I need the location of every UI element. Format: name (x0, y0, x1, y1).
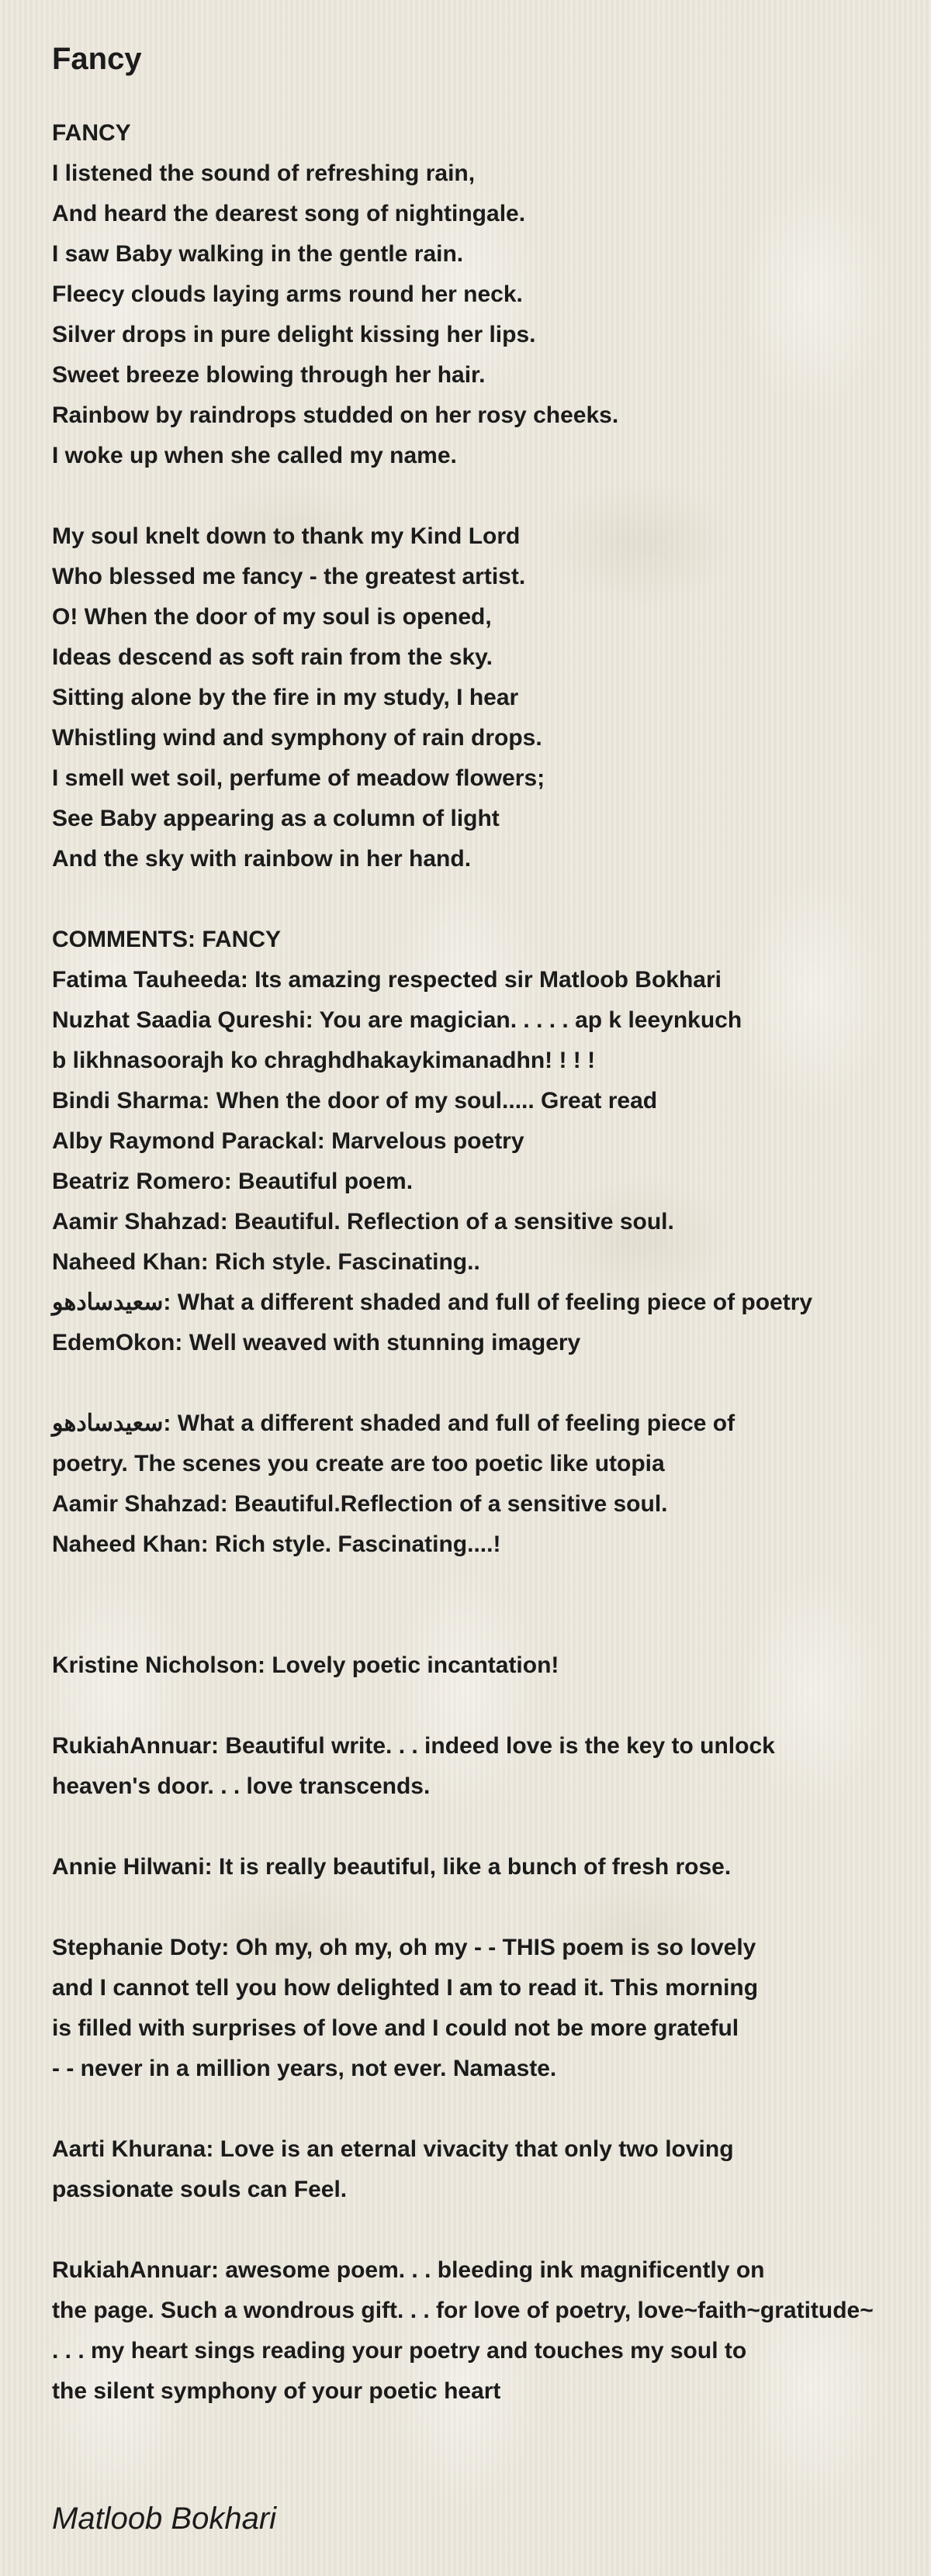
poem-content (52, 113, 931, 2412)
comment-line: Aarti Khurana: Love is an eternal vivacity that only two loving (52, 2136, 734, 2162)
comment-line: Nuzhat Saadia Qureshi: You are magician. . . . . ap k leeynkuch (52, 1007, 742, 1033)
poem-line: O! When the door of my soul is opened, (52, 604, 492, 630)
comment-line: سعیدسادھو: What a different shaded and full of feeling piece of poetry (52, 1290, 813, 1315)
poem-line: Silver drops in pure delight kissing her lips. (52, 322, 536, 347)
comment-line: poetry. The scenes you create are too poetic like utopia (52, 1451, 665, 1476)
author-signature: Matloob Bokhari (52, 2502, 277, 2536)
comment-line: سعیدسادھو: What a different shaded and full of feeling piece of (52, 1411, 735, 1436)
comment-line: Aamir Shahzad: Beautiful. Reflection of a sensitive soul. (52, 1209, 674, 1234)
comment-line: EdemOkon: Well weaved with stunning imagery (52, 1330, 581, 1355)
comments-block-7 (52, 2129, 931, 2210)
comment-gap (52, 1363, 931, 1404)
comment-line: is filled with surprises of love and I could not be more grateful (52, 2015, 739, 2041)
comment-gap (52, 2089, 931, 2129)
poem-line: Rainbow by raindrops studded on her rosy cheeks. (52, 402, 619, 428)
comment-line: the silent symphony of your poetic heart (52, 2378, 501, 2404)
poem-line: My soul knelt down to thank my Kind Lord (52, 523, 521, 549)
comments-heading: COMMENTS: FANCY (52, 927, 281, 952)
comment-line: Alby Raymond Parackal: Marvelous poetry (52, 1128, 524, 1154)
comment-line: . . . my heart sings reading your poetry and touches my soul to (52, 2338, 747, 2364)
poem-line: I smell wet soil, perfume of meadow flowers; (52, 765, 545, 791)
comment-gap (52, 1807, 931, 1847)
comment-line: passionate souls can Feel. (52, 2177, 348, 2202)
poem-line: See Baby appearing as a column of light (52, 806, 500, 831)
poem-line: Who blessed me fancy - the greatest artist. (52, 564, 526, 589)
comment-line: and I cannot tell you how delighted I am to read it. This morning (52, 1975, 759, 2001)
poem-title: Fancy (52, 42, 142, 76)
stanza-gap (52, 879, 931, 920)
stanza-gap (52, 476, 931, 516)
comment-line: Annie Hilwani: It is really beautiful, like a bunch of fresh rose. (52, 1854, 732, 1880)
stanza-2 (52, 516, 931, 879)
comment-line: Kristine Nicholson: Lovely poetic incantation! (52, 1652, 559, 1678)
comment-line: Naheed Khan: Rich style. Fascinating....! (52, 1531, 501, 1557)
comment-line: Bindi Sharma: When the door of my soul..... Great read (52, 1088, 658, 1114)
poem-line: And the sky with rainbow in her hand. (52, 846, 472, 872)
comment-line: heaven's door. . . love transcends. (52, 1773, 431, 1799)
comment-line: the page. Such a wondrous gift. . . for love of poetry, love~faith~gratitude~ (52, 2298, 874, 2323)
comment-line: Naheed Khan: Rich style. Fascinating.. (52, 1249, 480, 1275)
comment-line: Stephanie Doty: Oh my, oh my, oh my - - THIS poem is so lovely (52, 1935, 756, 1960)
comment-line: Beatriz Romero: Beautiful poem. (52, 1169, 414, 1194)
comment-line: RukiahAnnuar: Beautiful write. . . indeed love is the key to unlock (52, 1733, 775, 1759)
poem-line: I saw Baby walking in the gentle rain. (52, 241, 464, 267)
comment-line: Aamir Shahzad: Beautiful.Reflection of a sensitive soul. (52, 1491, 668, 1517)
poem-line: Fleecy clouds laying arms round her neck. (52, 281, 523, 307)
comment-line: - - never in a million years, not ever. Namaste. (52, 2056, 557, 2081)
comment-gap (52, 1565, 931, 1645)
poem-line: Sitting alone by the fire in my study, I hear (52, 685, 519, 710)
poem-line: And heard the dearest song of nightingale. (52, 201, 526, 226)
comments-block-6 (52, 1928, 931, 2089)
poem-heading: FANCY (52, 120, 131, 146)
comments-block-2 (52, 1404, 931, 1565)
comment-line: Fatima Tauheeda: Its amazing respected sir Matloob Bokhari (52, 967, 722, 993)
poem-line: Sweet breeze blowing through her hair. (52, 362, 486, 388)
comments-block-1 (52, 960, 931, 1363)
comment-gap (52, 1686, 931, 1726)
comment-line: b likhnasoorajh ko chraghdhakaykimanadhn! ! ! ! (52, 1048, 596, 1073)
stanza-1 (52, 154, 931, 476)
poem-line: I listened the sound of refreshing rain, (52, 161, 476, 186)
comments-block-4 (52, 1726, 931, 1807)
comments-block-5 (52, 1847, 931, 1887)
poem-line: I woke up when she called my name. (52, 443, 457, 468)
comment-line: RukiahAnnuar: awesome poem. . . bleeding ink magnificently on (52, 2257, 765, 2283)
comment-gap (52, 2210, 931, 2250)
comments-block-8 (52, 2250, 931, 2412)
comments-block-3 (52, 1645, 931, 1686)
poem-line: Whistling wind and symphony of rain drops. (52, 725, 542, 751)
comment-gap (52, 1887, 931, 1928)
poem-line: Ideas descend as soft rain from the sky. (52, 644, 493, 670)
